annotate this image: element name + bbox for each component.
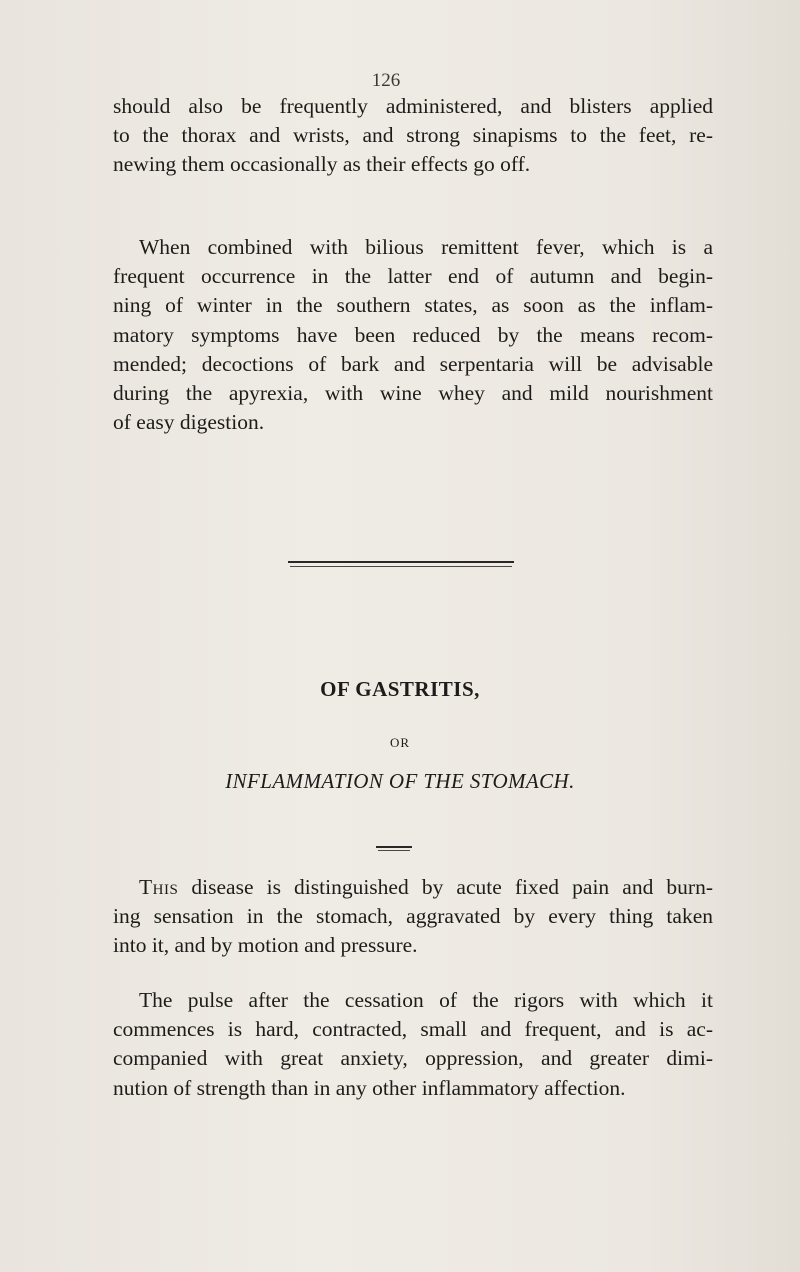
section-divider [288, 561, 514, 563]
section-connector: OR [389, 735, 411, 750]
subsection-divider-thin [378, 850, 410, 851]
lead-word: This [139, 875, 179, 899]
text-line [113, 873, 713, 902]
text-line: into it, and by motion and pressure. [113, 933, 418, 958]
paragraph-continuation [113, 92, 713, 180]
section-divider-thin [290, 566, 512, 567]
text-line: When combined with bilious remittent fever, which is a [139, 235, 713, 259]
text-line: to the thorax and wrists, and strong sinapisms to the feet, re- [113, 123, 713, 148]
text-line: newing them occasionally as their effects go off. [113, 152, 531, 177]
paragraph-bilious-fever [113, 233, 713, 437]
text-line: during the apyrexia, with wine whey and mild nourishment [113, 381, 713, 406]
paragraph-gastritis-description [113, 873, 713, 961]
text-line: The pulse after the cessation of the rigors with which it [139, 988, 713, 1012]
text-line: of easy digestion. [113, 410, 265, 435]
text-line: mended; decoctions of bark and serpentaria will be advisable [113, 351, 713, 376]
text-line: ning of winter in the southern states, as soon as the inflam- [113, 293, 713, 318]
subsection-divider [376, 846, 412, 848]
text-line: nution of strength than in any other inflammatory affection. [113, 1075, 626, 1100]
page-number: 126 [371, 70, 401, 91]
text-line: companied with great anxiety, oppression, and greater dimi- [113, 1046, 713, 1071]
text-line-rest: disease is distinguished by acute fixed pain and burn- [178, 875, 713, 899]
text-line: should also be frequently administered, and blisters applied [113, 94, 713, 118]
text-line: matory symptoms have been reduced by the means recom- [113, 322, 713, 347]
text-line: commences is hard, contracted, small and frequent, and is ac- [113, 1017, 713, 1042]
text-line: frequent occurrence in the latter end of autumn and begin- [113, 264, 713, 289]
section-subtitle: INFLAMMATION OF THE STOMACH. [225, 769, 575, 793]
paragraph-pulse [113, 986, 713, 1103]
section-title: OF GASTRITIS, [320, 677, 480, 701]
text-line: ing sensation in the stomach, aggravated by every thing taken [113, 904, 713, 929]
